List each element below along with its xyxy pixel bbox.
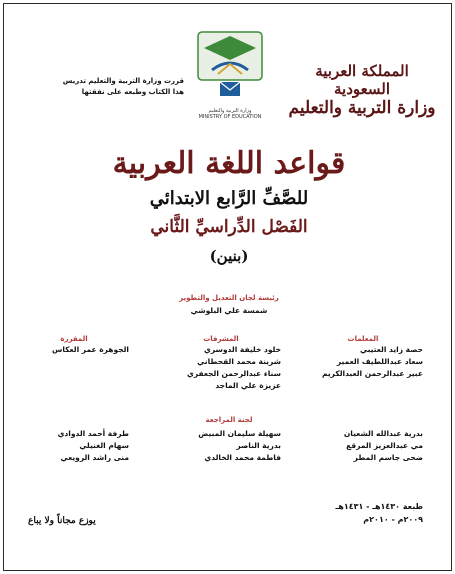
book-cover (3, 3, 452, 571)
decision-name: الجوهرة عمر العكاس (52, 345, 129, 354)
review-column-1 (303, 428, 423, 464)
ministry-name: وزارة التربية والتعليم (288, 98, 436, 118)
ministry-logo-icon (190, 26, 270, 118)
teacher-name: سعاد عبداللطيف العمير (336, 357, 423, 366)
supervisor-name: خلود خليفة الدوسري (203, 345, 281, 354)
edition-hijri: طبعة ١٤٣٠هـ - ١٤٣١هـ (335, 502, 423, 511)
reviewer-name: بدرية عبدالله الشعيان (343, 429, 423, 438)
teachers-column (303, 334, 423, 380)
logo-caption (184, 108, 276, 120)
committee-head-name: شمسة علي البلوشي (190, 306, 268, 315)
committee-head-label: رئيسة لجان التعديل والتطوير (179, 294, 279, 302)
reviewer-name: سهيلة سليمان المبيض (198, 429, 281, 438)
reviewer-name: طرفة أحمد الدوادي (57, 429, 129, 438)
reviewer-name: سهام الغنيلي (79, 441, 129, 450)
kingdom-header (287, 62, 437, 119)
reviewer-name: فاطمة محمد الخالدي (204, 453, 281, 462)
review-column-3 (19, 428, 129, 464)
reviewer-name: ضحى جاسم المطر (353, 453, 423, 462)
teacher-name: عبير عبدالرحمن العبدالكريم (321, 369, 423, 378)
reviewer-name: مي عبدالعزيز المرقع (346, 441, 423, 450)
supervisor-name: عزيزة علي الماجد (215, 381, 281, 390)
decision-label: المقررة (60, 335, 88, 343)
edition-info (303, 500, 423, 526)
ministry-note (24, 76, 184, 98)
edition-gregorian: ٢٠٠٩م - ٢٠١٠م (363, 515, 423, 524)
book-semester: الفَصْل الدِّراسيِّ الثَّاني (150, 217, 308, 237)
supervisor-name: شرينة محمد القحطاني (197, 357, 281, 366)
ministry-note-line2: هذا الكتاب وطبعه على نفقتها (81, 88, 184, 96)
ministry-note-line1: قررت وزارة التربية والتعليم تدريس (62, 77, 184, 85)
review-label: لجنة المراجعة (205, 416, 253, 424)
book-grade: للصَّفِّ الرَّابع الابتدائي (149, 188, 309, 209)
book-gender: (بنين) (209, 247, 249, 265)
decision-column (19, 334, 129, 356)
logo-caption-en: MINISTRY OF EDUCATION (198, 114, 262, 120)
book-title: قواعد اللغة العربية (112, 146, 346, 181)
supervisor-name: سناء عبدالرحمن الجعفري (186, 369, 281, 378)
teacher-name: حصة زايد العتيبي (360, 345, 423, 354)
review-column-2 (161, 428, 281, 464)
free-distribution-note: يوزع مجاناً ولا يباع (28, 516, 96, 526)
reviewer-name: منى راشد الرويعي (60, 453, 129, 462)
logo-caption-ar: وزارة التربية والتعليم (208, 108, 252, 114)
kingdom-name: المملكة العربية السعودية (315, 62, 409, 98)
supervisors-label: المشرفات (203, 335, 239, 343)
supervisors-column (161, 334, 281, 392)
teachers-label: المعلمات (347, 335, 379, 343)
reviewer-name: بدرية الناصر (236, 441, 281, 450)
